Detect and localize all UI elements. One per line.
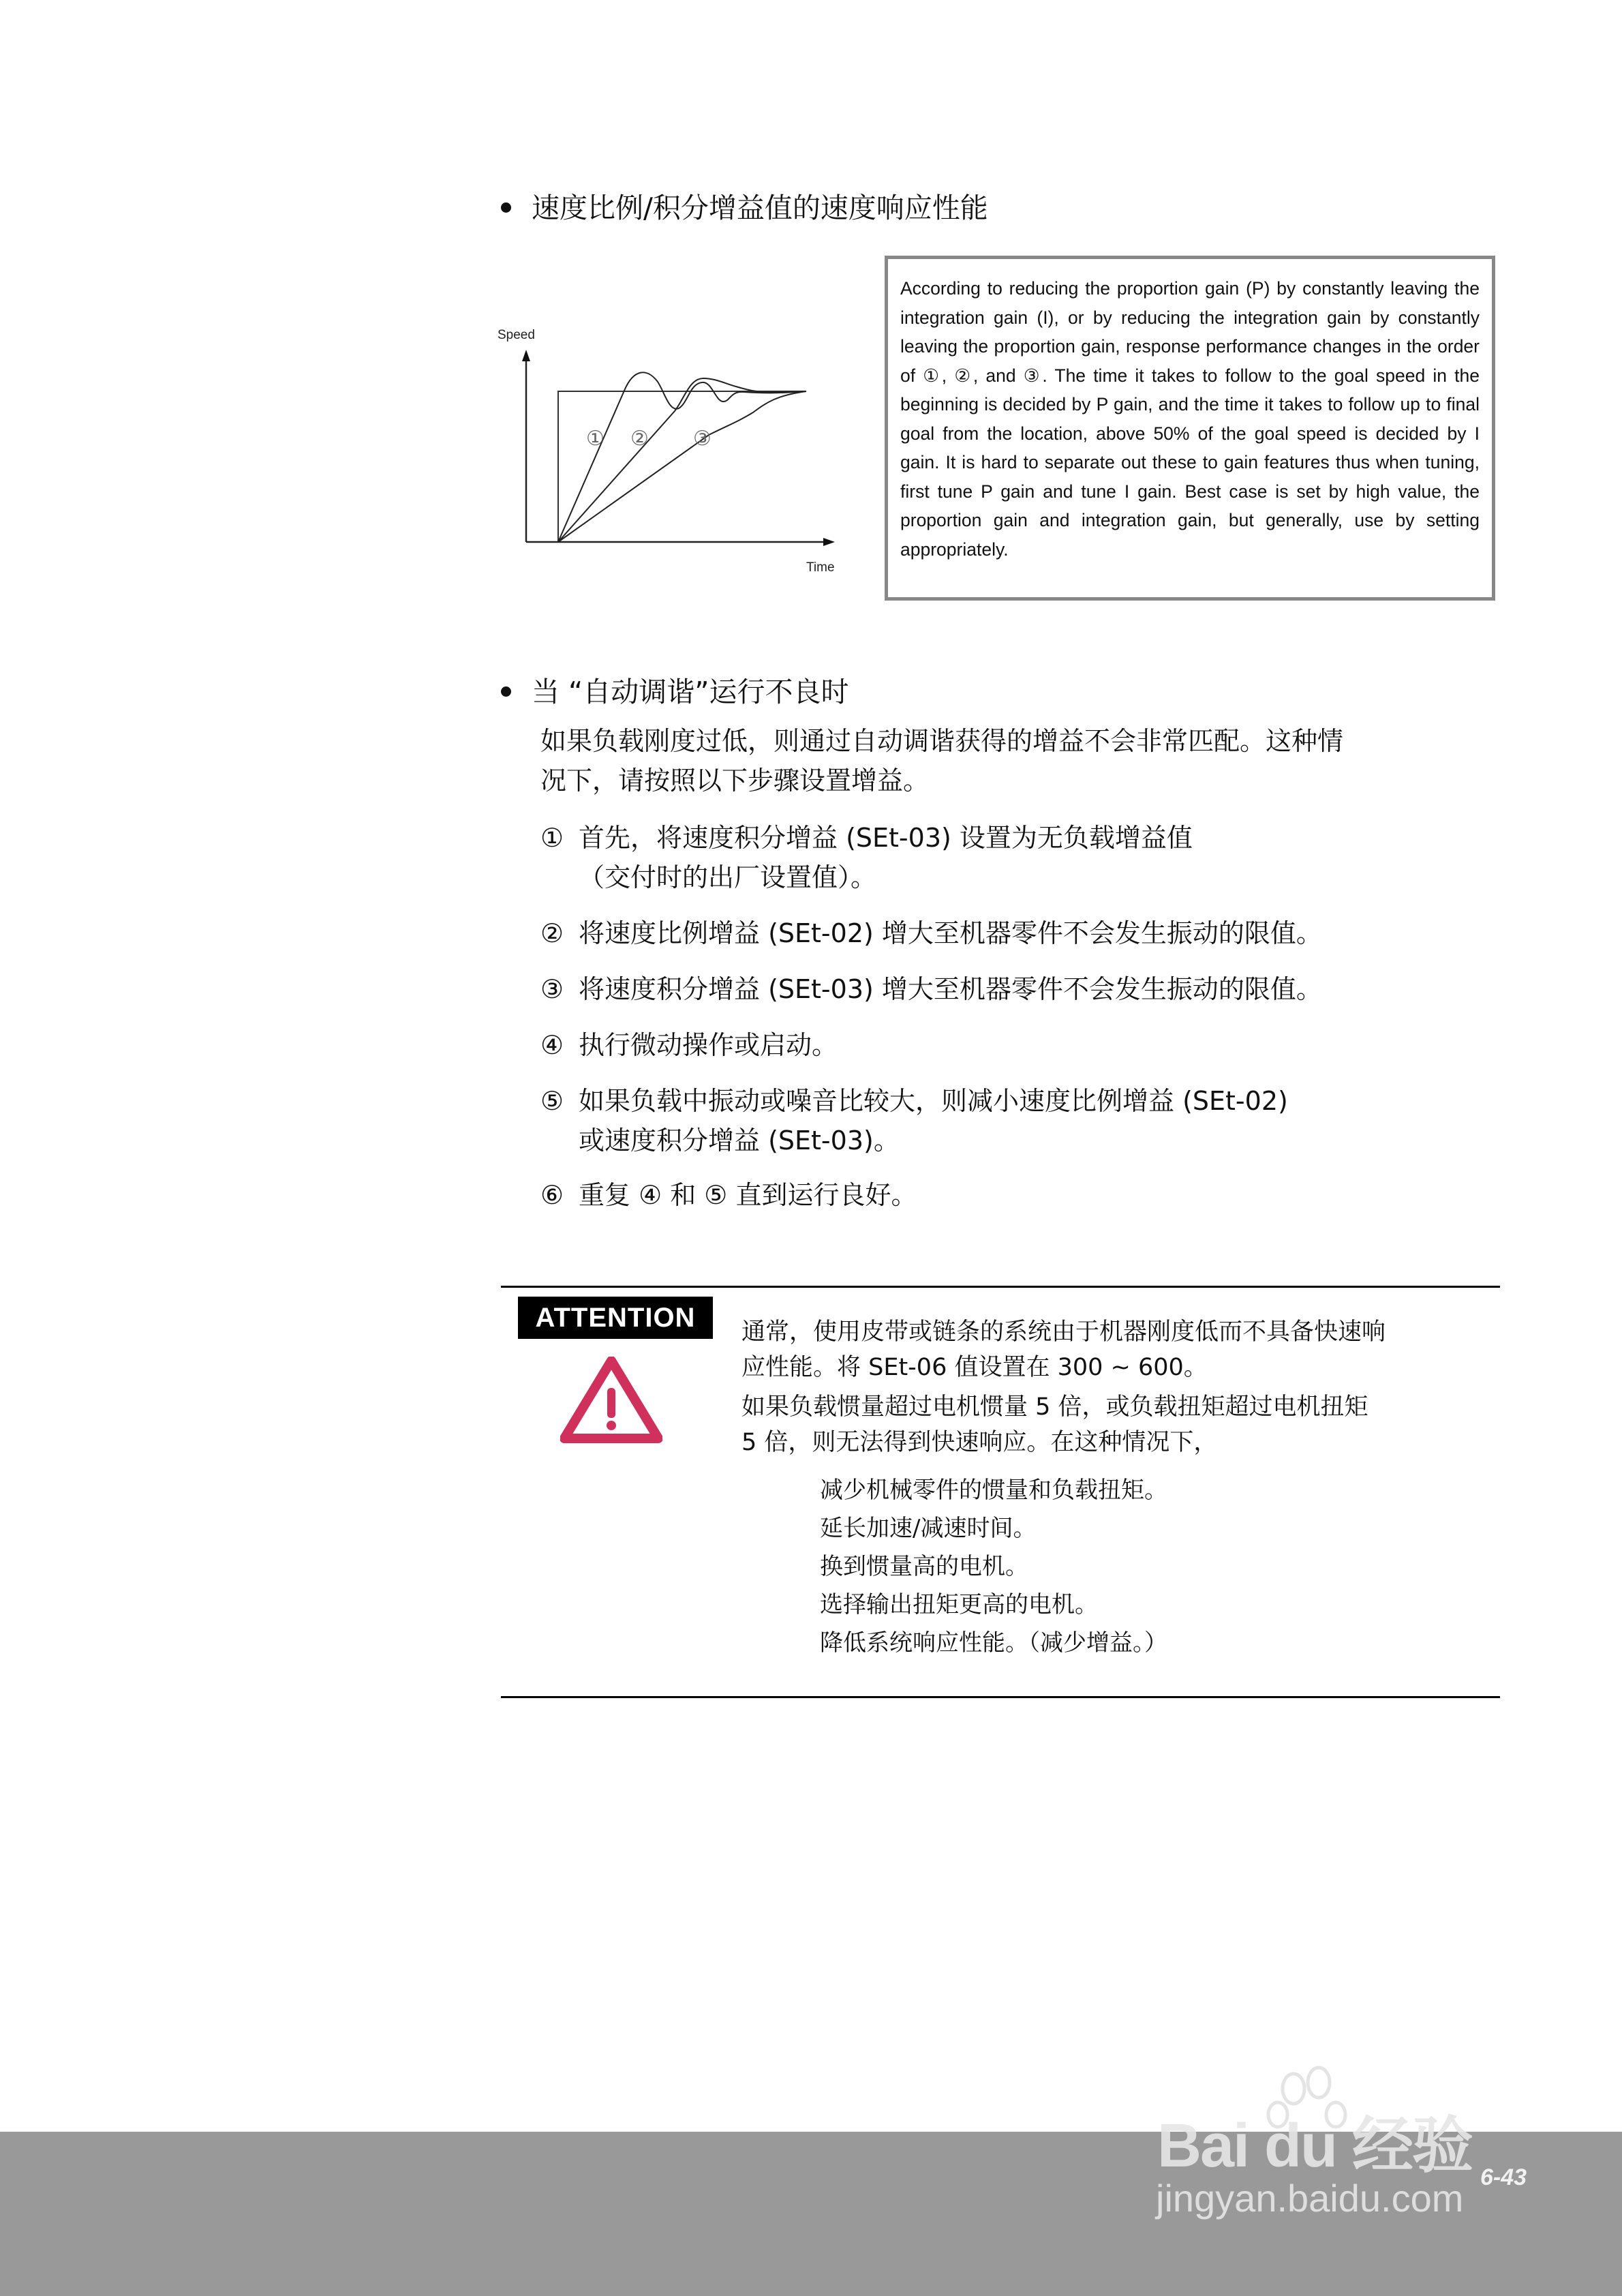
warning-triangle-icon	[560, 1357, 662, 1445]
step-6	[540, 1175, 917, 1215]
intro-line-1: 如果负载刚度过低，则通过自动调谐获得的增益不会非常匹配。这种情	[540, 726, 1344, 756]
attention-para1-line2: 应性能。将 SEt-06 值设置在 300 ~ 600。	[741, 1354, 1208, 1381]
attention-list-item: 换到惯量高的电机。	[820, 1553, 1028, 1580]
attention-para2-line2: 5 倍，则无法得到快速响应。在这种情况下，	[741, 1429, 1218, 1456]
step-text-cont: （交付时的出厂设置值）。	[579, 862, 877, 892]
curve3-label: ③	[693, 427, 711, 451]
step-text: 执行微动操作或启动。	[579, 1030, 838, 1060]
step-number: ②	[540, 918, 564, 948]
y-axis-label: Speed	[498, 328, 535, 342]
step-number: ①	[540, 823, 564, 853]
step-3	[540, 969, 1322, 1009]
bullet-icon	[501, 202, 511, 213]
attention-tag-text: ATTENTION	[535, 1302, 696, 1333]
attention-list-item: 减少机械零件的惯量和负载扭矩。	[820, 1477, 1167, 1504]
step-4	[540, 1025, 838, 1065]
x-axis-arrow-icon	[823, 538, 835, 546]
attention-list-item: 延长加速/减速时间。	[820, 1515, 1037, 1542]
section2-heading	[501, 675, 849, 709]
step-text: 将速度积分增益 (SEt-03) 增大至机器零件不会发生振动的限值。	[579, 974, 1322, 1004]
step-text: 如果负载中振动或噪音比较大，则减小速度比例增益 (SEt-02)	[579, 1086, 1288, 1116]
attention-list	[820, 1471, 1433, 1662]
x-axis-label: Time	[806, 560, 835, 575]
section1-heading-text: 速度比例/积分增益值的速度响应性能	[532, 192, 988, 224]
step-text: 将速度比例增益 (SEt-02) 增大至机器零件不会发生振动的限值。	[579, 918, 1322, 948]
attention-top-rule	[501, 1286, 1500, 1288]
watermark-logo-text: Bai du 经验	[1157, 2112, 1473, 2180]
step-1	[540, 818, 1193, 897]
attention-text	[741, 1314, 1491, 1460]
intro-line-2: 况下，请按照以下步骤设置增益。	[540, 766, 930, 796]
y-axis-arrow-icon	[522, 350, 530, 361]
step-text: 首先，将速度积分增益 (SEt-03) 设置为无负载增益值	[579, 823, 1193, 853]
section1-heading	[501, 191, 988, 225]
step-number: ⑤	[540, 1086, 564, 1116]
section2-heading-text: 当 “自动调谐”运行不良时	[532, 676, 849, 708]
section2-intro	[540, 721, 1495, 800]
description-box	[885, 256, 1495, 601]
baidu-watermark	[1152, 2052, 1533, 2220]
curve1-label: ①	[586, 427, 605, 451]
step-text: 重复 ④ 和 ⑤ 直到运行良好。	[579, 1180, 917, 1210]
attention-tag	[518, 1297, 713, 1339]
curve2-label: ②	[630, 427, 649, 451]
attention-bottom-rule	[501, 1696, 1500, 1698]
watermark-url: jingyan.baidu.com	[1156, 2177, 1464, 2220]
step-number: ④	[540, 1030, 564, 1060]
attention-para1-line1: 通常，使用皮带或链条的系统由于机器刚度低而不具备快速响	[741, 1318, 1386, 1346]
attention-list-item: 降低系统响应性能。（减少增益。）	[820, 1629, 1167, 1657]
attention-para2-line1: 如果负载惯量超过电机惯量 5 倍，或负载扭矩超过电机扭矩	[741, 1393, 1368, 1421]
chart-svg	[491, 310, 859, 576]
description-text: According to reducing the proportion gain (P) by constantly leaving the integration gain (I), or by reducing the integration gain by constantly leaving the proportion gain, response performance changes in the order of ①, ②, and ③. The time it takes to follow to the goal speed in the beginning is decided by P gain, and the time it takes to follow up to final goal from the location, above 50% of the goal speed is decided by I gain. It is hard to separate out these to gain features thus when tuning, first tune P gain and tune I gain. Best case is set by high value, the proportion gain and integration gain, but generally, use by setting appropriately.	[900, 278, 1480, 560]
speed-response-chart	[491, 310, 859, 576]
step-2	[540, 913, 1322, 953]
step-text-cont: 或速度积分增益 (SEt-03)。	[579, 1126, 900, 1155]
step-number: ⑥	[540, 1180, 564, 1210]
step-number: ③	[540, 974, 564, 1004]
step-5	[540, 1081, 1288, 1160]
bullet-icon	[501, 686, 511, 697]
page-number: 6-43	[1480, 2164, 1527, 2190]
attention-list-item: 选择输出扭矩更高的电机。	[820, 1591, 1098, 1618]
